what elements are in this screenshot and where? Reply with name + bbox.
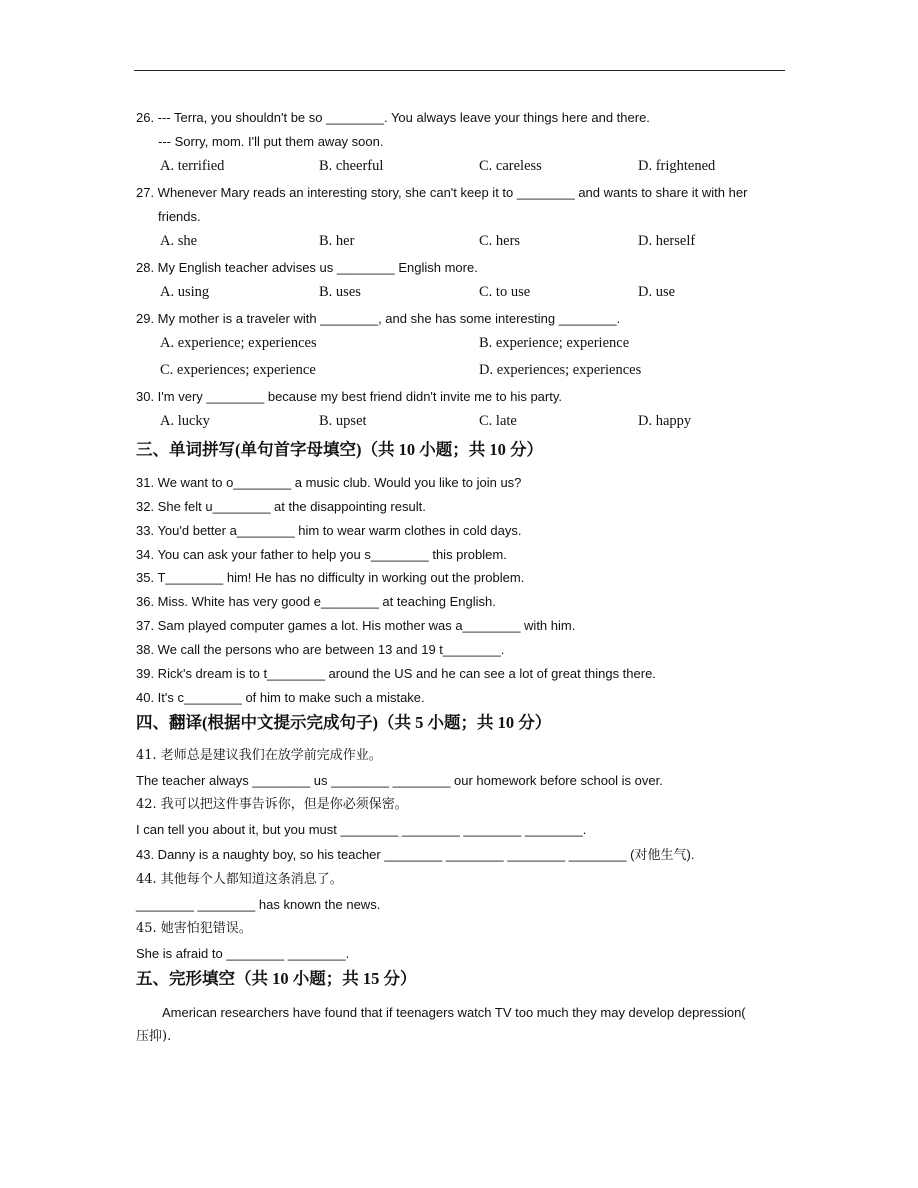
section-3-heading: 三、单词拼写(单句首字母填空)（共 10 小题；共 10 分） <box>136 440 543 459</box>
question-27-option-d: D. herself <box>638 233 696 249</box>
question-27-option-a: A. she <box>160 233 198 249</box>
question-37: 37. Sam played computer games a lot. His mother was a________ with him. <box>136 618 576 633</box>
question-35: 35. T________ him! He has no difficulty in working out the problem. <box>136 570 525 585</box>
question-40: 40. It's c________ of him to make such a mistake. <box>136 690 425 705</box>
question-44-chinese: 44. 其他每个人都知道这条消息了。 <box>136 872 343 887</box>
question-26-stem: 26. --- Terra, you shouldn't be so ________. You always leave your things here and there. <box>136 110 650 125</box>
question-31: 31. We want to o________ a music club. Would you like to join us? <box>136 475 522 490</box>
question-30-option-a: A. lucky <box>160 413 210 429</box>
question-44-english: ________ ________ has known the news. <box>136 897 381 912</box>
question-42-chinese: 42. 我可以把这件事告诉你，但是你必须保密。 <box>136 797 408 812</box>
question-28-option-b: B. uses <box>319 284 361 300</box>
cloze-paragraph-line-1: American researchers have found that if teenagers watch TV too much they may develop depression( <box>162 1005 746 1020</box>
section-4-heading: 四、翻译(根据中文提示完成句子)（共 5 小题；共 10 分） <box>136 713 552 732</box>
question-41-english: The teacher always ________ us ________ ________ our homework before school is over. <box>136 773 663 788</box>
question-28-stem: 28. My English teacher advises us ________ English more. <box>136 260 478 275</box>
question-26-reply: --- Sorry, mom. I'll put them away soon. <box>158 134 384 149</box>
question-42-english: I can tell you about it, but you must ________ ________ ________ ________. <box>136 822 587 837</box>
question-45-english: She is afraid to ________ ________. <box>136 946 350 961</box>
question-41-chinese: 41. 老师总是建议我们在放学前完成作业。 <box>136 748 382 763</box>
question-29-option-b: B. experience; experience <box>479 335 630 351</box>
question-26-option-a: A. terrified <box>160 158 225 174</box>
question-32: 32. She felt u________ at the disappointing result. <box>136 499 426 514</box>
question-30-option-d: D. happy <box>638 413 692 429</box>
question-26-option-c: C. careless <box>479 158 542 174</box>
question-28-option-c: C. to use <box>479 284 531 300</box>
question-27-option-b: B. her <box>319 233 355 249</box>
question-33: 33. You'd better a________ him to wear warm clothes in cold days. <box>136 523 522 538</box>
question-27-option-c: C. hers <box>479 233 521 249</box>
header-rule <box>134 70 785 71</box>
question-27-stem-cont: friends. <box>158 209 201 224</box>
question-26-option-b: B. cheerful <box>319 158 384 174</box>
question-29-option-d: D. experiences; experiences <box>479 362 642 378</box>
question-38: 38. We call the persons who are between 13 and 19 t________. <box>136 642 505 657</box>
question-45-chinese: 45. 她害怕犯错误。 <box>136 921 252 936</box>
section-5-heading: 五、完形填空（共 10 小题；共 15 分） <box>136 969 417 988</box>
question-28-option-a: A. using <box>160 284 210 300</box>
question-30-option-c: C. late <box>479 413 517 429</box>
question-34: 34. You can ask your father to help you s________ this problem. <box>136 547 507 562</box>
question-28-option-d: D. use <box>638 284 676 300</box>
question-43: 43. Danny is a naughty boy, so his teacher ________ ________ ________ ________ (对他生气). <box>136 847 695 862</box>
question-27-stem: 27. Whenever Mary reads an interesting story, she can't keep it to ________ and wants to share it with her <box>136 185 748 200</box>
question-30-option-b: B. upset <box>319 413 367 429</box>
question-29-option-c: C. experiences; experience <box>160 362 316 378</box>
question-39: 39. Rick's dream is to t________ around the US and he can see a lot of great things there. <box>136 666 656 681</box>
question-29-option-a: A. experience; experiences <box>160 335 317 351</box>
question-26-option-d: D. frightened <box>638 158 716 174</box>
question-36: 36. Miss. White has very good e________ at teaching English. <box>136 594 496 609</box>
question-30-stem: 30. I'm very ________ because my best friend didn't invite me to his party. <box>136 389 563 404</box>
question-29-stem: 29. My mother is a traveler with ________, and she has some interesting ________. <box>136 311 621 326</box>
cloze-paragraph-line-2: 压抑). <box>136 1029 172 1044</box>
